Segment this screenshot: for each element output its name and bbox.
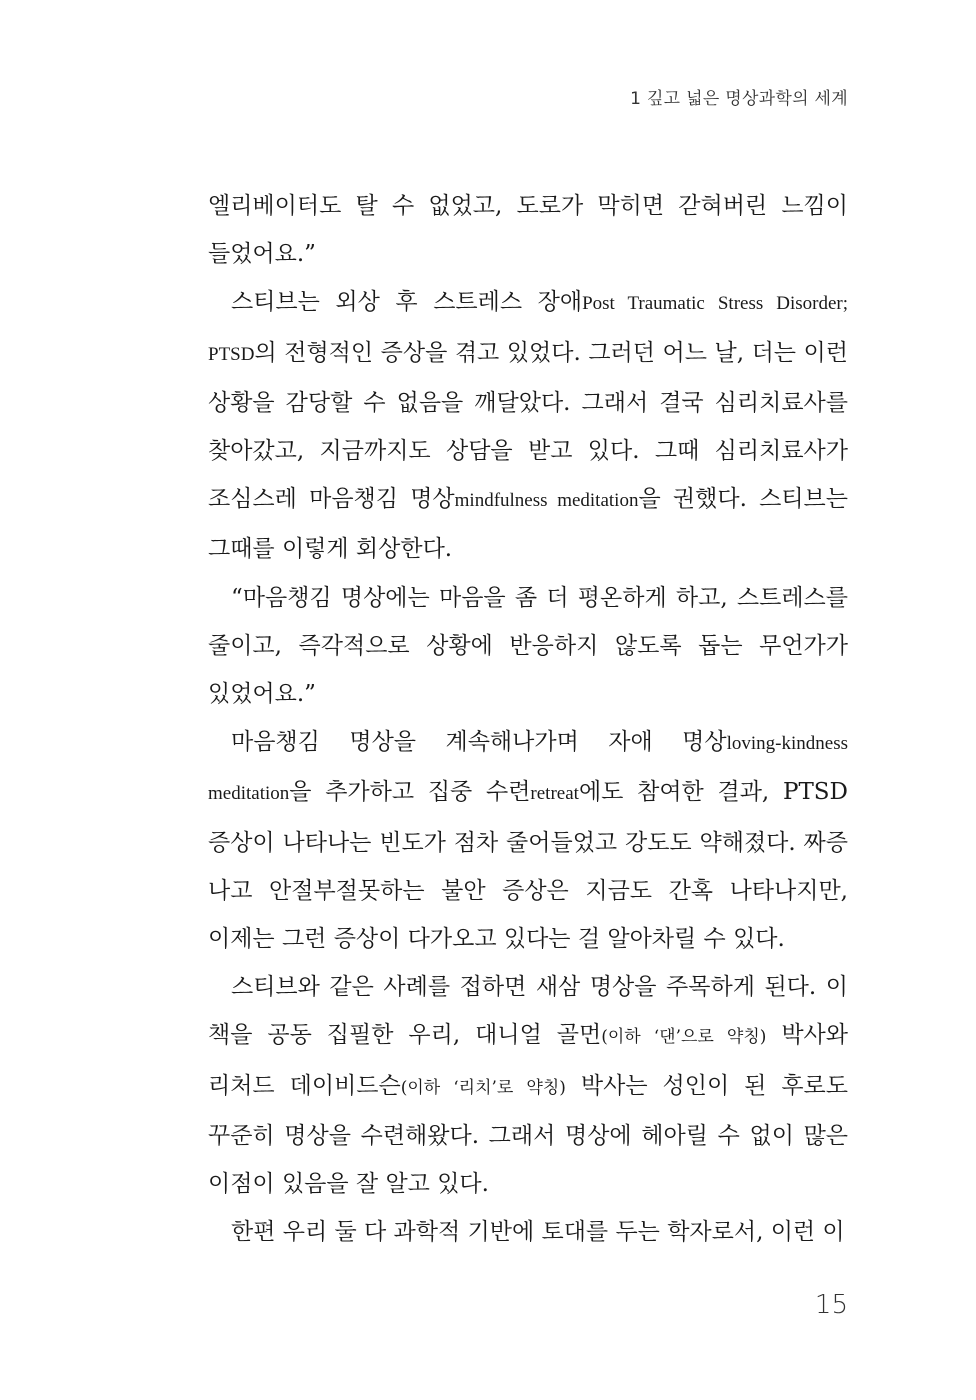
paragraph-2-text-3: 을 권했다. 스티브는 그때를 이렇게 회상한다. (208, 486, 848, 563)
abbreviation-note-richie: (이하 ‘리치’로 약칭) (400, 1077, 566, 1098)
paragraph-4-text-1: 마음챙김 명상을 계속해나가며 자애 명상 (231, 729, 727, 756)
abbreviation-note-dan: (이하 ‘댄’으로 약칭) (601, 1027, 767, 1048)
english-gloss-loving-kindness: loving-kindness meditation (208, 733, 848, 805)
english-gloss-retreat: retreat (530, 783, 579, 805)
paragraph-4 (208, 718, 848, 963)
paragraph-4-text-3: 에도 참여한 결과, PTSD 증상이 나타나는 빈도가 점차 줄어들었고 강도도 약해졌다. 짜증 나고 안절부절못하는 불안 증상은 지금도 간혹 나타나지만, 이제는 그런 증상이 다가오고 있다는 걸 알아차릴 수 있다. (208, 779, 848, 953)
paragraph-5-text-3: 박사는 성인이 된 후로도 꾸준히 명상을 수련해왔다. 그래서 명상에 헤아릴 수 없이 많은 이점이 있음을 잘 알고 있다. (208, 1072, 848, 1198)
paragraph-2 (208, 278, 848, 573)
paragraph-3-quote: “마음챙김 명상에는 마음을 좀 더 평온하게 하고, 스트레스를 줄이고, 즉각적으로 상황에 반응하지 않도록 돕는 무언가가 있었어요.” (208, 584, 848, 708)
paragraph-4-text-2: 을 추가하고 집중 수련 (289, 779, 531, 806)
paragraph-2-text-2: 의 전형적인 증상을 겪고 있었다. 그러던 어느 날, 더는 이런 상황을 감당할 수 없음을 깨달았다. 그래서 결국 심리치료사를 찾아갔고, 지금까지도 상담을 받고 있다. 그때 심리치료사가 조심스레 마음챙김 명상 (208, 339, 848, 513)
page-number: 15 (814, 1290, 848, 1320)
english-gloss-ptsd: Post Traumatic Stress Disorder; PTSD (208, 293, 848, 365)
paragraph-5-text-1: 스티브와 같은 사례를 접하면 새삼 명상을 주목하게 된다. 이 책을 공동 집필한 우리, 대니얼 골먼 (208, 974, 848, 1049)
paragraph-5 (208, 963, 848, 1208)
paragraph-2-text-1: 스티브는 외상 후 스트레스 장애 (231, 289, 583, 316)
paragraph-5-text-2: 박사와 리처드 데이비드슨 (208, 1022, 848, 1099)
running-header: 1 깊고 넓은 명상과학의 세계 (630, 89, 848, 109)
english-gloss-mindfulness: mindfulness meditation (454, 490, 639, 512)
paragraph-6: 한편 우리 둘 다 과학적 기반에 토대를 두는 학자로서, 이런 이 (231, 1219, 845, 1246)
body-text (208, 182, 848, 1256)
paragraph-1: 엘리베이터도 탈 수 없었고, 도로가 막히면 갇혀버린 느낌이 들었어요.” (208, 193, 848, 268)
